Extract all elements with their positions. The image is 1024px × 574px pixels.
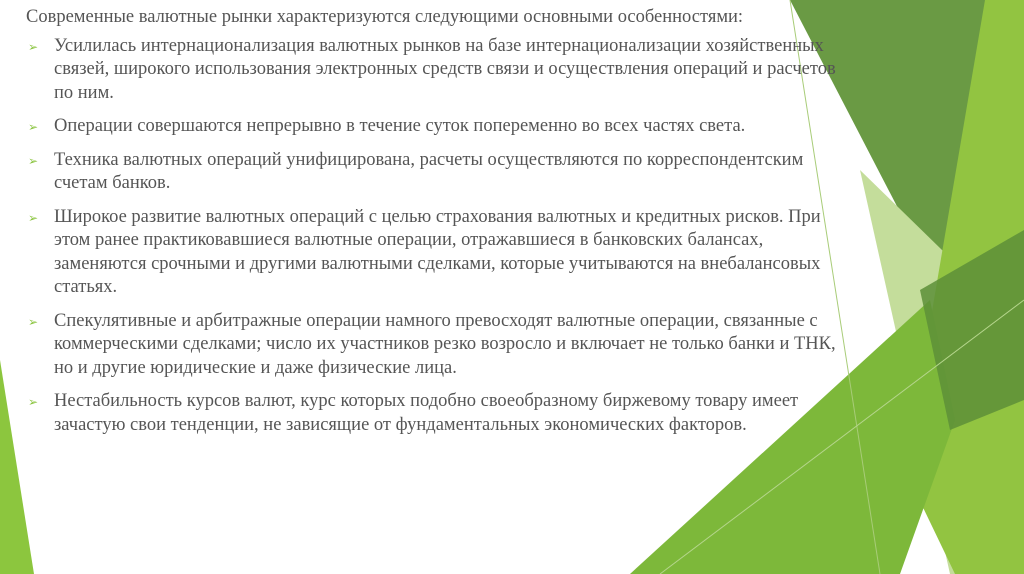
bullet-item bbox=[26, 35, 846, 106]
arrow-bullet-icon: ➢ bbox=[28, 153, 39, 168]
bullet-text: Спекулятивные и арбитражные операции намного превосходят валютные операции, связанные с коммерческими сделками; число их участников резко возросло и включает не только банки и ТНК, но и другие юридические и даже физические лица. bbox=[54, 310, 836, 378]
slide-text-body bbox=[26, 6, 846, 447]
bullet-text: Усилилась интернационализация валютных рынков на базе интернационализации хозяйственных связей, широкого использования электронных средств связи и осуществления операций и расчетов по ним. bbox=[54, 35, 836, 103]
slide-intro-text: Современные валютные рынки характеризуются следующими основными особенностями: bbox=[26, 7, 744, 27]
bullet-list bbox=[26, 35, 846, 438]
arrow-bullet-icon: ➢ bbox=[28, 120, 39, 134]
bullet-text: Операции совершаются непрерывно в течение суток попеременно во всех частях света. bbox=[54, 116, 746, 136]
arrow-bullet-icon: ➢ bbox=[28, 395, 39, 409]
bullet-item bbox=[26, 115, 846, 139]
bullet-item bbox=[26, 390, 846, 437]
bullet-text: Нестабильность курсов валют, курс которых подобно своеобразному биржевому товару имеет зачастую свои тенденции, не зависящие от фундаментальных экономических факторов. bbox=[54, 391, 799, 435]
bullet-item bbox=[26, 149, 846, 196]
bullet-text: Широкое развитие валютных операций с целью страхования валютных и кредитных рисков. При этом ранее практиковавшиеся валютные операции, отражавшиеся в банковских балансах, заменяются срочными и другими валютными сделками, которые учитываются на внебалансовых статьях. bbox=[54, 206, 821, 297]
bullet-item bbox=[26, 310, 846, 381]
bullet-item bbox=[26, 206, 846, 300]
arrow-bullet-icon: ➢ bbox=[28, 39, 39, 54]
arrow-bullet-icon: ➢ bbox=[28, 314, 39, 329]
arrow-bullet-icon: ➢ bbox=[28, 210, 39, 225]
bullet-text: Техника валютных операций унифицирована, расчеты осуществляются по корреспондентским счетам банков. bbox=[54, 149, 804, 193]
